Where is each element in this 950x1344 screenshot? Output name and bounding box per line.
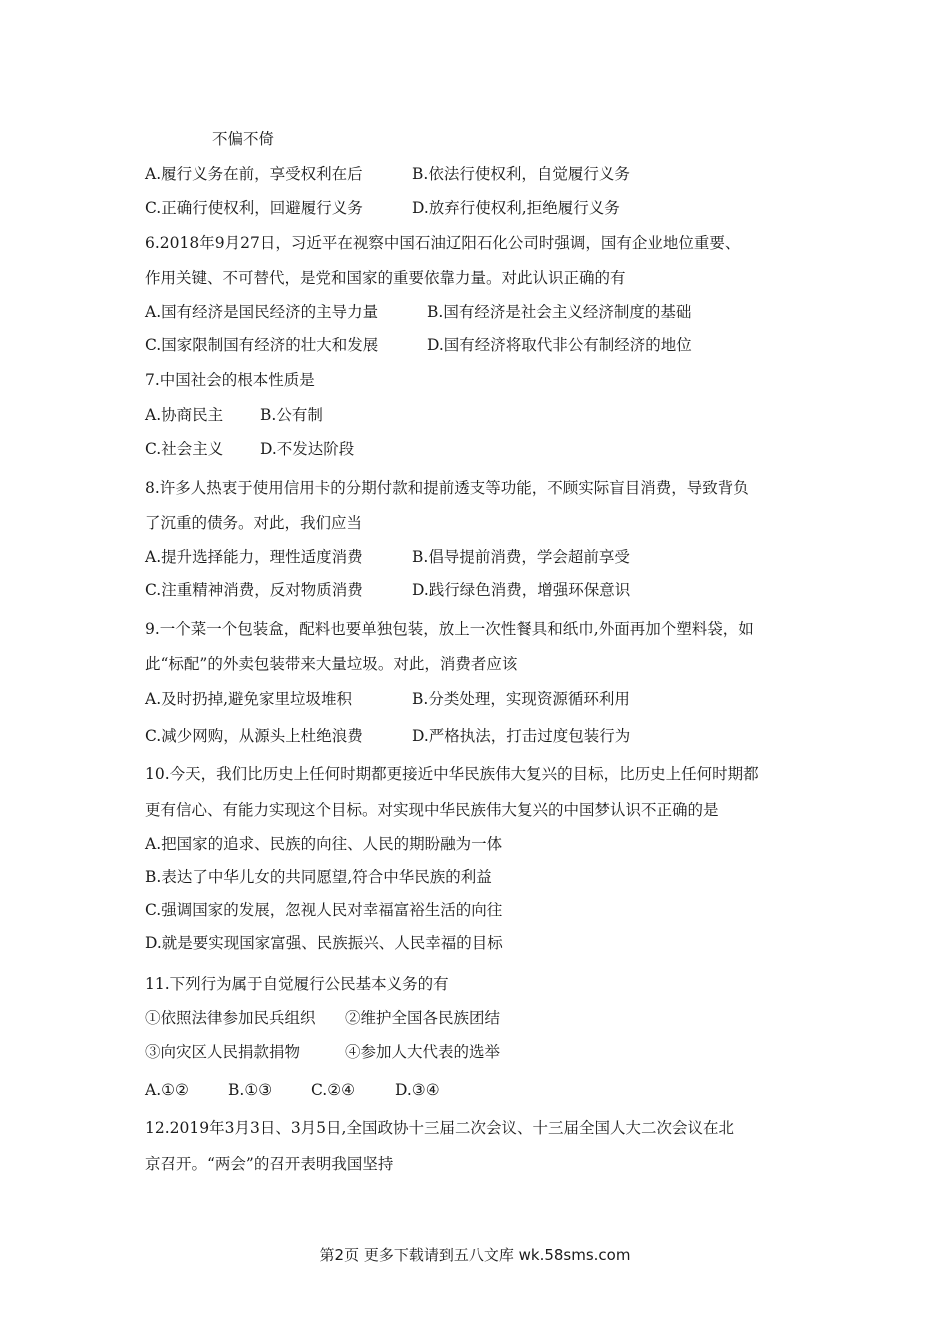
q8-option-c: C.注重精神消费，反对物质消费 [145,581,363,599]
q9-stem-line1: 9.一个菜一个包装盒，配料也要单独包装，放上一次性餐具和纸巾,外面再加个塑料袋，如 [145,620,754,638]
q6-stem-line2: 作用关键、不可替代，是党和国家的重要依靠力量。对此认识正确的有 [145,269,626,287]
q10-option-a: A.把国家的追求、民族的向往、人民的期盼融为一体 [145,835,503,853]
q10-stem-line2: 更有信心、有能力实现这个目标。对实现中华民族伟大复兴的中国梦认识不正确的是 [145,801,719,819]
q11-option-b: B.①③ [228,1081,273,1099]
q10-option-b: B.表达了中华儿女的共同愿望,符合中华民族的利益 [145,868,492,886]
q11-option-c: C.②④ [311,1081,356,1099]
q7-option-a: A.协商民主 [145,406,224,424]
q11-option-d: D.③④ [395,1081,440,1099]
q9-option-d: D.严格执法，打击过度包装行为 [412,727,631,745]
q7-stem: 7.中国社会的根本性质是 [145,371,315,389]
q9-option-b: B.分类处理，实现资源循环利用 [412,690,630,708]
q5-stem-tail: 不偏不倚 [212,130,275,148]
q11-statement-4: ④参加人大代表的选举 [345,1043,501,1061]
q10-option-d: D.就是要实现国家富强、民族振兴、人民幸福的目标 [145,934,503,952]
q7-option-d: D.不发达阶段 [260,440,355,458]
q11-stem: 11.下列行为属于自觉履行公民基本义务的有 [145,975,449,993]
page-footer: 第2页 更多下载请到五八文库 wk.58sms.com [319,1246,631,1264]
q11-option-a: A.①② [145,1081,189,1099]
q12-stem-line2: 京召开。“两会”的召开表明我国坚持 [145,1155,394,1173]
q11-statement-3: ③向灾区人民捐款捐物 [145,1043,301,1061]
q6-option-a: A.国有经济是国民经济的主导力量 [145,303,379,321]
q5-option-a: A.履行义务在前，享受权利在后 [145,165,363,183]
q5-option-d: D.放弃行使权利,拒绝履行义务 [412,199,620,217]
q6-option-c: C.国家限制国有经济的壮大和发展 [145,336,379,354]
q5-option-c: C.正确行使权利，回避履行义务 [145,199,363,217]
q8-stem-line2: 了沉重的债务。对此，我们应当 [145,514,363,532]
q9-stem-line2: 此“标配”的外卖包装带来大量垃圾。对此，消费者应该 [145,655,518,673]
q5-option-b: B.依法行使权利，自觉履行义务 [412,165,630,183]
q8-option-d: D.践行绿色消费，增强环保意识 [412,581,631,599]
q10-stem-line1: 10.今天，我们比历史上任何时期都更接近中华民族伟大复兴的目标，比历史上任何时期都 [145,765,759,783]
q11-statement-1: ①依照法律参加民兵组织 [145,1009,316,1027]
q8-option-b: B.倡导提前消费，学会超前享受 [412,548,630,566]
q12-stem-line1: 12.2019年3月3日、3月5日,全国政协十三届二次会议、十三届全国人大二次会议在北 [145,1119,734,1137]
q6-option-d: D.国有经济将取代非公有制经济的地位 [427,336,692,354]
q7-option-c: C.社会主义 [145,440,224,458]
q11-statement-2: ②维护全国各民族团结 [345,1009,501,1027]
q6-option-b: B.国有经济是社会主义经济制度的基础 [427,303,692,321]
q9-option-c: C.减少网购，从源头上杜绝浪费 [145,727,363,745]
q6-stem-line1: 6.2018年9月27日，习近平在视察中国石油辽阳石化公司时强调，国有企业地位重要、 [145,234,741,252]
q7-option-b: B.公有制 [260,406,323,424]
q8-option-a: A.提升选择能力，理性适度消费 [145,548,363,566]
q10-option-c: C.强调国家的发展，忽视人民对幸福富裕生活的向往 [145,901,503,919]
q8-stem-line1: 8.许多人热衷于使用信用卡的分期付款和提前透支等功能，不顾实际盲目消费，导致背负 [145,479,749,497]
q9-option-a: A.及时扔掉,避免家里垃圾堆积 [145,690,353,708]
